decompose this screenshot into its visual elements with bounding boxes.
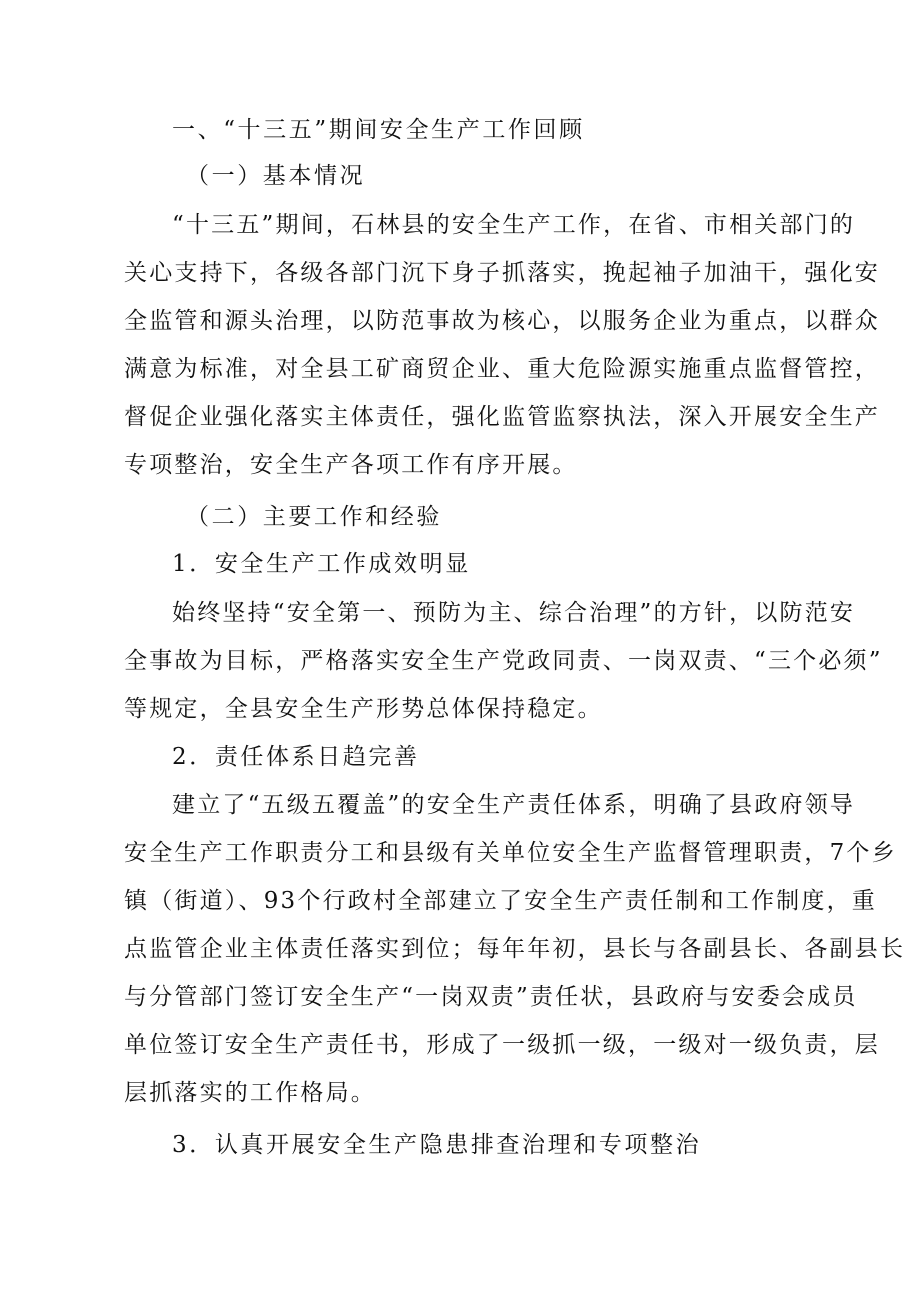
paragraph-line: 全监管和源头治理，以防范事故为核心，以服务企业为重点，以群众 <box>124 308 880 334</box>
section-heading: 一、“十三五”期间安全生产工作回顾 <box>172 117 585 143</box>
paragraph-line: 始终坚持“安全第一、预防为主、综合治理”的方针，以防范安 <box>172 600 856 626</box>
subsection-heading-basic: （一）基本情况 <box>186 163 366 189</box>
paragraph-line: 层抓落实的工作格局。 <box>124 1080 376 1106</box>
paragraph-line: “十三五”期间，石林县的安全生产工作，在省、市相关部门的 <box>172 212 856 238</box>
paragraph-line: 满意为标准，对全县工矿商贸企业、重大危险源实施重点监督管控， <box>124 356 880 382</box>
paragraph-line: 安全生产工作职责分工和县级有关单位安全生产监督管理职责，7个乡 <box>124 840 897 866</box>
item-heading-2: 2．责任体系日趋完善 <box>172 744 420 770</box>
item-heading-3: 3．认真开展安全生产隐患排查治理和专项整治 <box>172 1132 702 1158</box>
paragraph-line: 与分管部门签订安全生产“一岗双责”责任状，县政府与安委会成员 <box>124 984 858 1010</box>
paragraph-line: 督促企业强化落实主体责任，强化监管监察执法，深入开展安全生产 <box>124 404 880 430</box>
paragraph-line: 专项整治，安全生产各项工作有序开展。 <box>124 452 578 478</box>
paragraph-line: 关心支持下，各级各部门沉下身子抓落实，挽起袖子加油干，强化安 <box>124 260 880 286</box>
paragraph-line: 建立了“五级五覆盖”的安全生产责任体系，明确了县政府领导 <box>172 792 856 818</box>
paragraph-line: 镇（街道）、93个行政村全部建立了安全生产责任制和工作制度，重 <box>124 888 877 914</box>
paragraph-line: 点监管企业主体责任落实到位；每年年初，县长与各副县长、各副县长 <box>124 936 906 962</box>
item-heading-1: 1．安全生产工作成效明显 <box>172 551 471 577</box>
paragraph-line: 单位签订安全生产责任书，形成了一级抓一级，一级对一级负责，层 <box>124 1032 880 1058</box>
subsection-heading-work: （二）主要工作和经验 <box>186 504 442 530</box>
paragraph-line: 等规定，全县安全生产形势总体保持稳定。 <box>124 696 603 722</box>
paragraph-line: 全事故为目标，严格落实安全生产党政同责、一岗双责、“三个必须” <box>124 648 883 674</box>
